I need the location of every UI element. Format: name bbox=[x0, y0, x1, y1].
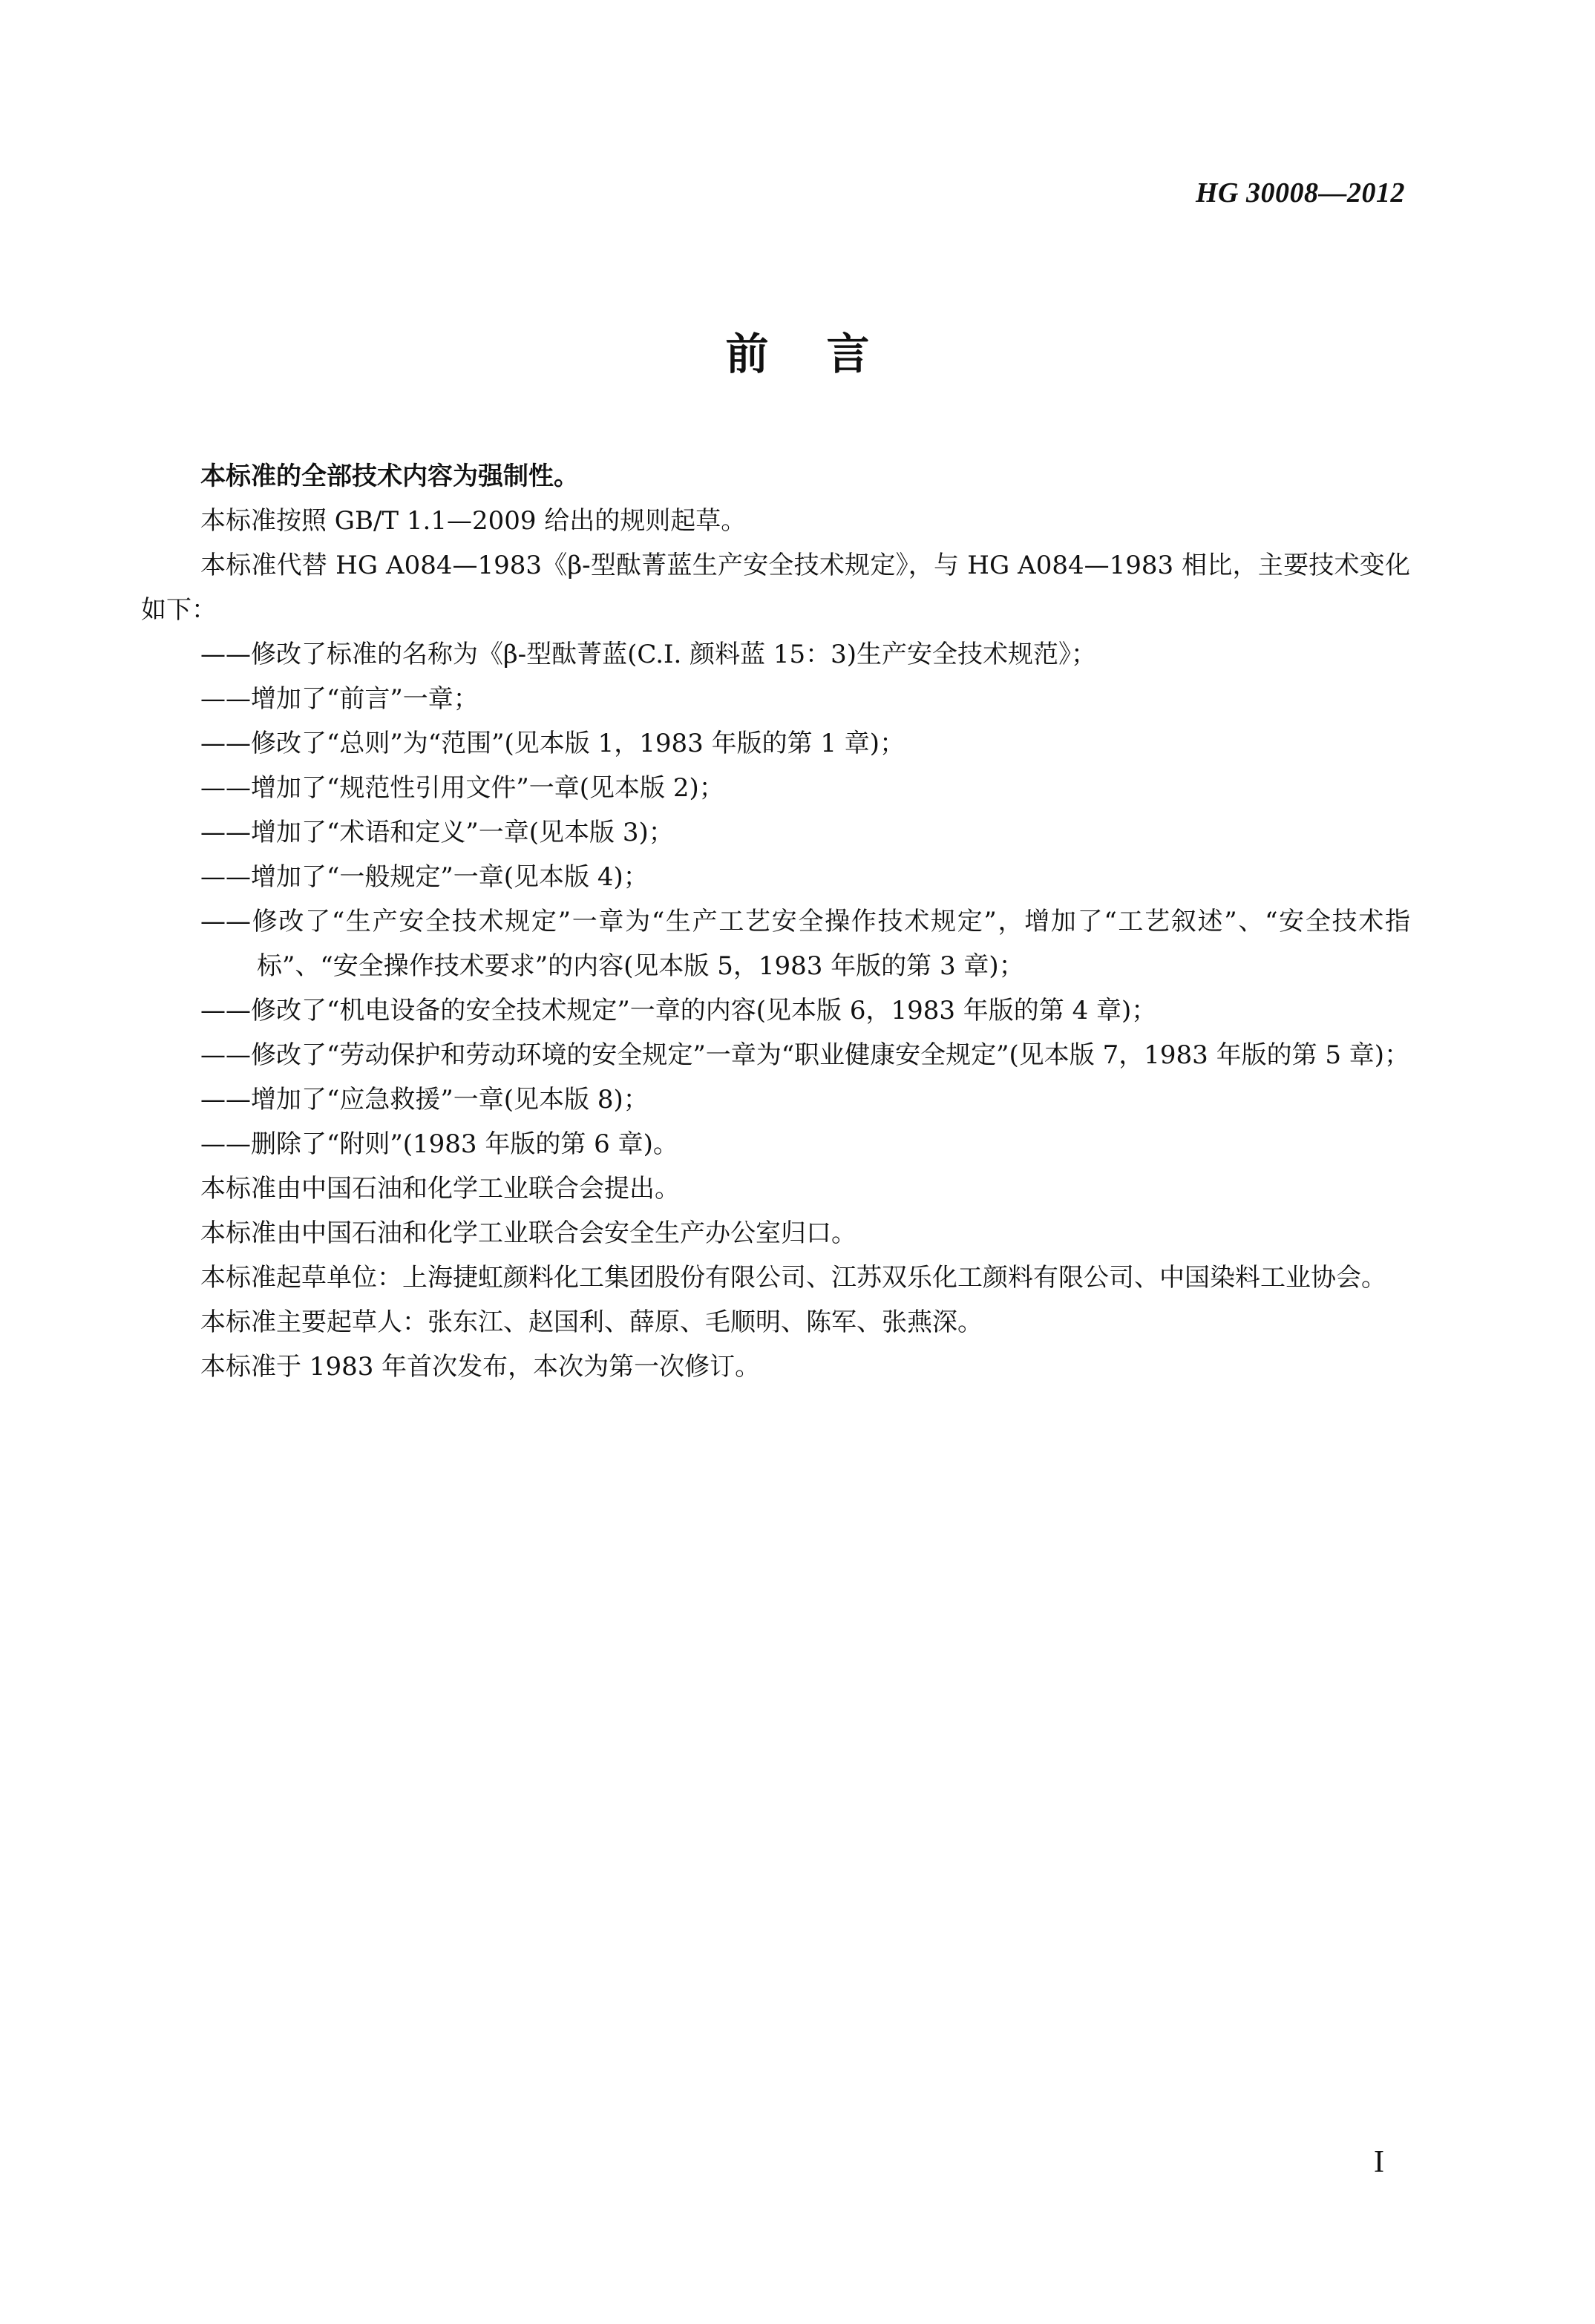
list-item: ——增加了“一般规定”一章(见本版 4)； bbox=[200, 862, 649, 892]
release-history-paragraph: 本标准于 1983 年首次发布，本次为第一次修订。 bbox=[200, 1352, 761, 1382]
foreword-body bbox=[141, 454, 1410, 1389]
proposer-paragraph: 本标准由中国石油和化学工业联合会提出。 bbox=[200, 1174, 680, 1204]
mandatory-statement: 本标准的全部技术内容为强制性。 bbox=[200, 462, 579, 491]
changes-list bbox=[141, 632, 1410, 1166]
standard-code: HG 30008—2012 bbox=[1196, 177, 1405, 209]
page-number: I bbox=[1374, 2145, 1384, 2179]
drafters-paragraph: 本标准主要起草人：张东江、赵国利、薛原、毛顺明、陈军、张燕深。 bbox=[200, 1307, 983, 1337]
drafting-units-paragraph: 本标准起草单位：上海捷虹颜料化工集团股份有限公司、江苏双乐化工颜料有限公司、中国染料工业协会。 bbox=[200, 1263, 1386, 1293]
list-item: ——修改了“劳动保护和劳动环境的安全规定”一章为“职业健康安全规定”(见本版 7，1983 年版的第 5 章)； bbox=[200, 1040, 1410, 1070]
list-item: ——增加了“规范性引用文件”一章(见本版 2)； bbox=[200, 773, 724, 803]
list-item: ——删除了“附则”(1983 年版的第 6 章)。 bbox=[200, 1129, 678, 1159]
drafting-rules-paragraph: 本标准按照 GB/T 1.1—2009 给出的规则起草。 bbox=[200, 506, 747, 536]
list-item: ——修改了“机电设备的安全技术规定”一章的内容(见本版 6，1983 年版的第 4 章)； bbox=[200, 996, 1157, 1025]
list-item: ——增加了“前言”一章； bbox=[200, 684, 479, 714]
list-item: ——修改了标准的名称为《β-型酞菁蓝(C.I. 颜料蓝 15：3)生产安全技术规范》； bbox=[200, 640, 1097, 669]
page-title: 前言 bbox=[725, 329, 928, 379]
replacement-paragraph: 本标准代替 HG A084—1983《β-型酞菁蓝生产安全技术规定》，与 HG A084—1983 相比，主要技术变化如下： bbox=[141, 551, 1410, 625]
administrator-paragraph: 本标准由中国石油和化学工业联合会安全生产办公室归口。 bbox=[200, 1218, 857, 1248]
list-item: ——修改了“生产安全技术规定”一章为“生产工艺安全操作技术规定”，增加了“工艺叙述”、“安全技术指标”、“安全操作技术要求”的内容(见本版 5，1983 年版的第 3 章)； bbox=[200, 907, 1410, 981]
list-item: ——修改了“总则”为“范围”(见本版 1，1983 年版的第 1 章)； bbox=[200, 729, 905, 758]
list-item: ——增加了“应急救援”一章(见本版 8)； bbox=[200, 1085, 649, 1115]
list-item: ——增加了“术语和定义”一章(见本版 3)； bbox=[200, 818, 674, 847]
